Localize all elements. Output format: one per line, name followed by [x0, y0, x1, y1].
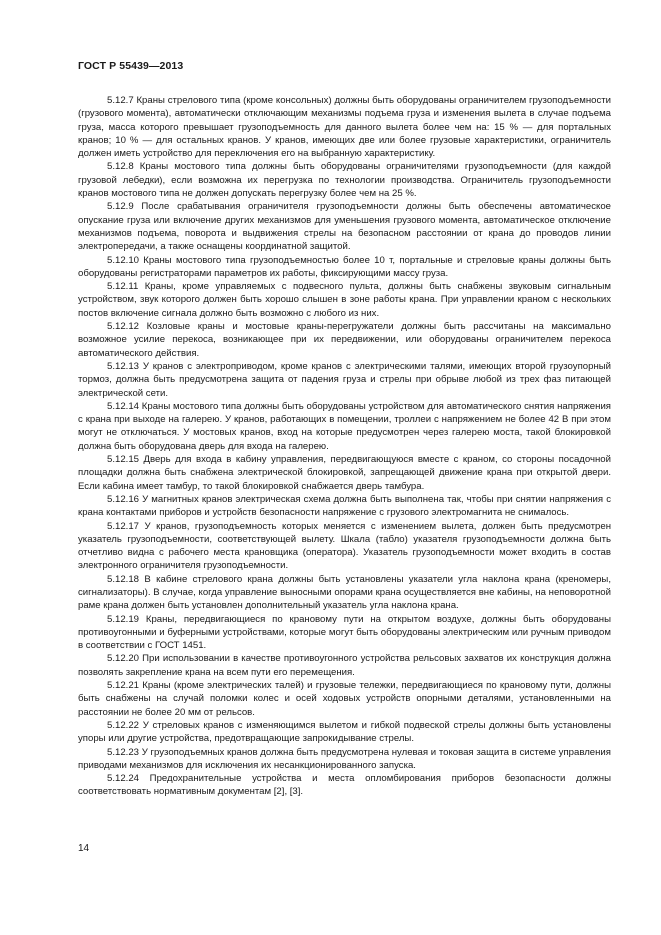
paragraph-5-12-9: 5.12.9 После срабатывания ограничителя грузоподъемности должны быть обеспечены автоматическое опускание груза или включение других механизмов для уменьшения грузового момента, автоматическое отключение механизмов подъема, поворота и выдвижения стрелы на безопасном расстоянии от крана до проводов линии электропередачи, а также оснащены координатной защитой.: [78, 201, 611, 253]
page-number: 14: [78, 843, 90, 854]
paragraph-5-12-7: 5.12.7 Краны стрелового типа (кроме консольных) должны быть оборудованы ограничителем грузоподъемности (грузового момента), автоматически отключающим механизмы подъема груза и изменения вылета в случае подъема груза, масса которого превышает грузоподъемность для данного вылета более чем на: 15 % — для портальных кранов; 10 % — для остальных кранов. У кранов, имеющих две или более грузовые характеристики, ограничитель должен иметь устройство для переключения его на выбранную характеристику.: [78, 95, 611, 160]
paragraph-5-12-11: 5.12.11 Краны, кроме управляемых с подвесного пульта, должны быть снабжены звуковым сигнальным устройством, звук которого должен быть хорошо слышен в зоне работы крана. При управлении краном с нескольких постов включение сигнала должно быть возможно с любого из них.: [78, 281, 611, 319]
document-body: [78, 94, 611, 799]
paragraph-5-12-24: 5.12.24 Предохранительные устройства и места опломбирования приборов безопасности должны соответствовать нормативным документам [2], [3].: [78, 773, 611, 798]
paragraph-5-12-23: 5.12.23 У грузоподъемных кранов должна быть предусмотрена нулевая и токовая защита в системе управления приводами механизмов для исключения их несанкционированного запуска.: [78, 746, 611, 771]
paragraph-5-12-12: 5.12.12 Козловые краны и мостовые краны-перегружатели должны быть рассчитаны на максимально возможное усилие перекоса, возникающее при их передвижении, или оборудованы ограничителем перекоса автоматического действия.: [78, 321, 611, 359]
paragraph-5-12-20: 5.12.20 При использовании в качестве противоугонного устройства рельсовых захватов их конструкция должна позволять закрепление крана на всем пути его перемещения.: [78, 653, 611, 678]
paragraph-5-12-13: 5.12.13 У кранов с электроприводом, кроме кранов с электрическими талями, имеющих второй грузоупорный тормоз, должна быть предусмотрена защита от падения груза и стрелы при обрыве любой из трех фаз питающей электрической сети.: [78, 360, 611, 399]
paragraph-5-12-14: 5.12.14 Краны мостового типа должны быть оборудованы устройством для автоматического снятия напряжения с крана при выходе на галерею. У кранов, работающих в помещении, троллеи с напряжением не более 42 В при этом могут не отключаться. У мостовых кранов, вход на которые предусмотрен через галерею моста, такой блокировкой должна быть оборудована дверь для входа на галерею.: [78, 400, 611, 452]
paragraph-5-12-10: 5.12.10 Краны мостового типа грузоподъемностью более 10 т, портальные и стреловые краны должны быть оборудованы регистраторами параметров их работы, фиксирующими массу груза.: [78, 254, 611, 279]
paragraph-5-12-21: 5.12.21 Краны (кроме электрических талей) и грузовые тележки, передвигающиеся по крановому пути, должны быть снабжены на случай поломки колес и осей ходовых устройств опорными деталями, установленными на расстоянии не более 20 мм от рельсов.: [78, 680, 611, 718]
paragraph-5-12-22: 5.12.22 У стреловых кранов с изменяющимся вылетом и гибкой подвеской стрелы должны быть установлены упоры или другие устройства, предотвращающие запрокидывание стрелы.: [78, 719, 611, 745]
paragraph-5-12-17: 5.12.17 У кранов, грузоподъемность которых меняется с изменением вылета, должен быть предусмотрен указатель грузоподъемности, соответствующей вылету. Шкала (табло) указателя грузоподъемности должна быть отчетливо видна с рабочего места крановщика (оператора). Указатель грузоподъемности может входить в состав электронного ограничителя грузоподъемности.: [78, 520, 611, 572]
paragraph-5-12-18: 5.12.18 В кабине стрелового крана должны быть установлены указатели угла наклона крана (креномеры, сигнализаторы). В случае, когда управление выносными опорами крана осуществляется вне кабины, на неповоротной раме крана должен быть установлен дополнительный указатель угла наклона крана.: [78, 573, 611, 612]
paragraph-5-12-8: 5.12.8 Краны мостового типа должны быть оборудованы ограничителями грузоподъемности (для каждой грузовой лебедки), если возможна их перегрузка по технологии производства. Ограничитель грузоподъемности кранов мостового типа не должен допускать перегрузку более чем на 25 %.: [78, 161, 611, 200]
paragraph-5-12-16: 5.12.16 У магнитных кранов электрическая схема должна быть выполнена так, чтобы при снятии напряжения с крана контактами приборов и устройств безопасности напряжение с грузового электромагнита не снималось.: [78, 493, 611, 519]
paragraph-5-12-15: 5.12.15 Дверь для входа в кабину управления, передвигающуюся вместе с краном, со стороны посадочной площадки должна быть снабжена электрической блокировкой, запрещающей движение крана при открытой двери. Если кабина имеет тамбур, то такой блокировкой снабжается дверь тамбура.: [78, 454, 611, 492]
document-header: ГОСТ Р 55439—2013: [78, 60, 184, 72]
paragraph-5-12-19: 5.12.19 Краны, передвигающиеся по крановому пути на открытом воздухе, должны быть оборудованы противоугонными и буферными устройствами, которые могут быть оборудованы электрическим или ручным приводом в соответствии с ГОСТ 1451.: [78, 613, 611, 652]
